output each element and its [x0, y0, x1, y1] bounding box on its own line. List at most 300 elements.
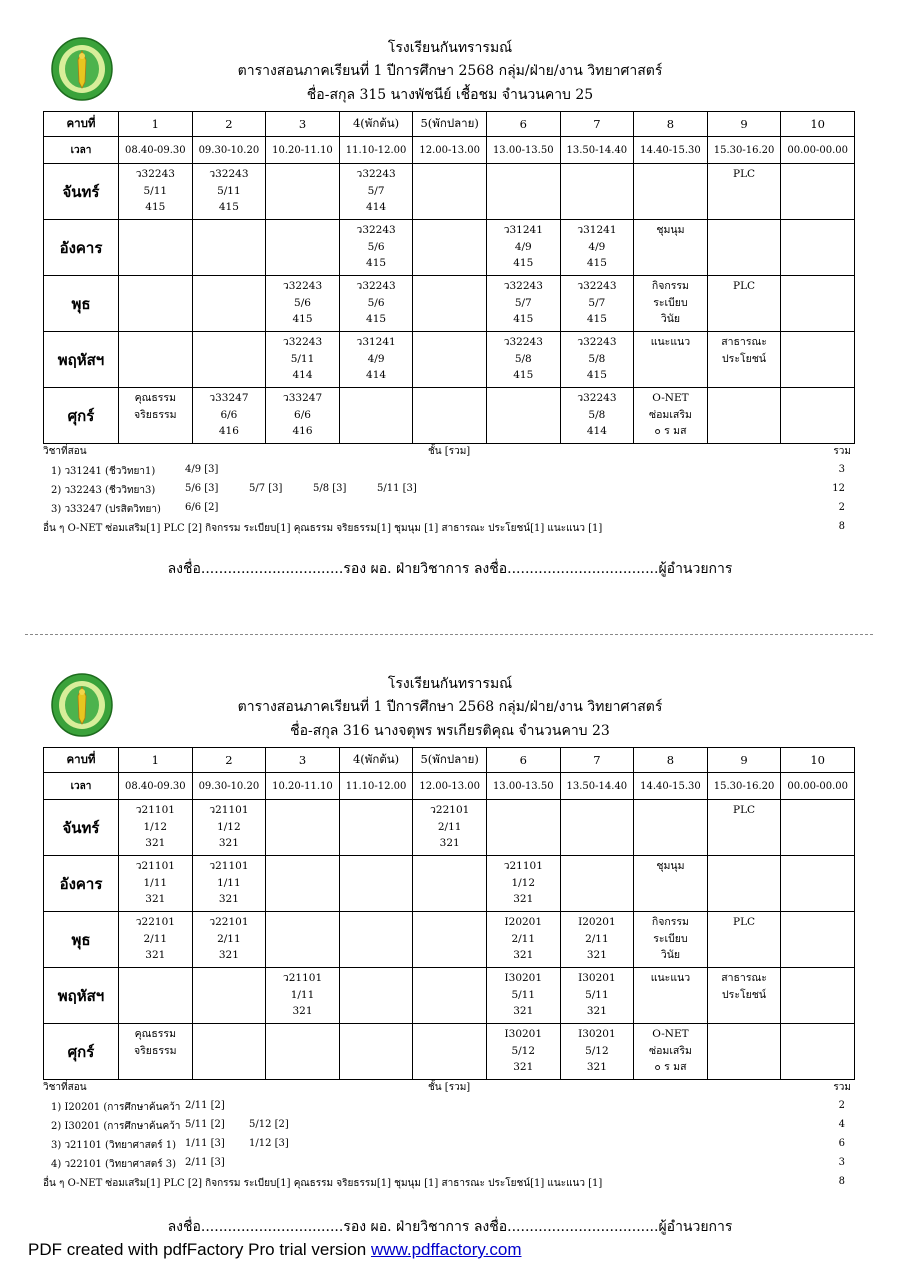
period-cell	[781, 968, 855, 1024]
footer-text: PDF created with pdfFactory Pro trial version	[28, 1240, 371, 1259]
subject-class: 5/11 [3]	[377, 483, 417, 494]
cell-line: 321	[586, 949, 607, 961]
cell-line: 415	[586, 369, 607, 381]
period-cell	[339, 856, 413, 912]
time-cell: 15.30-16.20	[707, 137, 781, 164]
time-cell: 10.20-11.10	[266, 773, 340, 800]
cell-line: 414	[292, 369, 313, 381]
period-cell	[781, 332, 855, 388]
period-header-cell: 1	[119, 748, 193, 773]
cell-line: 5/6	[367, 240, 385, 253]
time-cell: 00.00-00.00	[781, 773, 855, 800]
period-cell	[119, 164, 193, 220]
cell-line: ว31241	[356, 336, 396, 348]
subject-class: 5/6 [3]	[185, 483, 219, 494]
day-row	[44, 332, 855, 388]
cell-line: 415	[513, 369, 534, 381]
cell-line: ระเบียบ	[653, 296, 688, 309]
period-cell	[339, 276, 413, 332]
others-row	[43, 1176, 855, 1192]
period-header-cell: 3	[266, 748, 340, 773]
period-cell	[560, 220, 634, 276]
cell-line: 5/11	[143, 184, 168, 197]
cell-line: 321	[586, 1061, 607, 1073]
period-cell	[707, 164, 781, 220]
period-cell	[192, 332, 266, 388]
cell-line: ว21101	[135, 804, 175, 816]
cell-line: กิจกรรม	[651, 916, 689, 928]
period-cell	[560, 276, 634, 332]
cell-line: แนะแนว	[650, 336, 691, 348]
day-row	[44, 1024, 855, 1080]
period-cell	[266, 856, 340, 912]
cell-line: 321	[513, 1005, 534, 1017]
period-cell	[486, 1024, 560, 1080]
day-name: พุธ	[44, 276, 119, 332]
time-cell: 00.00-00.00	[781, 137, 855, 164]
subject-name: 1) I20201 (การศึกษาค้นคว้า	[51, 1102, 181, 1113]
cell-line: 2/11	[585, 932, 609, 945]
period-cell	[707, 800, 781, 856]
subject-total: 12	[832, 483, 845, 494]
period-cell	[781, 912, 855, 968]
subject-row	[43, 483, 855, 499]
cell-line: สาธารณะ	[721, 336, 767, 348]
period-cell	[413, 1024, 487, 1080]
subject-row	[43, 1138, 855, 1154]
period-cell	[339, 1024, 413, 1080]
cell-line: 415	[586, 313, 607, 325]
day-row	[44, 856, 855, 912]
day-name: อังคาร	[44, 856, 119, 912]
period-cell	[486, 856, 560, 912]
cell-line: 6/6	[220, 408, 238, 421]
period-cell	[781, 276, 855, 332]
subject-class: 1/11 [3]	[185, 1138, 225, 1149]
period-cell	[339, 912, 413, 968]
period-cell	[266, 388, 340, 444]
period-cell	[634, 968, 708, 1024]
period-cell	[707, 220, 781, 276]
period-cell	[192, 164, 266, 220]
others-text: อื่น ๆ O-NET ซ่อมเสริม[1] PLC [2] กิจกรรม ระเบียบ[1] คุณธรรม จริยธรรม[1] ชุมนุม [1] สาธารณะ ประโยชน์[1] แนะแนว [1]	[43, 523, 603, 534]
cell-line: I30201	[578, 972, 616, 984]
cell-line: 5/7	[588, 296, 606, 309]
day-name: จันทร์	[44, 800, 119, 856]
cell-line: ๐ ร มส	[654, 1061, 687, 1073]
day-row	[44, 276, 855, 332]
summary-total-label: รวม	[833, 446, 851, 457]
cell-line: 1/12	[217, 820, 241, 833]
period-cell	[781, 164, 855, 220]
period-header-cell: 7	[560, 112, 634, 137]
cell-line: ประโยชน์	[722, 352, 767, 365]
cell-line: ว32243	[503, 280, 543, 292]
footer-link[interactable]: www.pdffactory.com	[370, 1240, 522, 1259]
cell-line: 5/8	[588, 408, 606, 421]
cell-line: ซ่อมเสริม	[648, 408, 692, 421]
period-cell	[634, 388, 708, 444]
period-cell	[707, 912, 781, 968]
period-header-cell: 10	[781, 748, 855, 773]
period-header-cell: 7	[560, 748, 634, 773]
subject-class: 1/12 [3]	[249, 1138, 289, 1149]
period-cell	[560, 164, 634, 220]
subject-row	[43, 464, 855, 480]
time-cell: 13.00-13.50	[486, 773, 560, 800]
period-cell	[266, 332, 340, 388]
subject-name: 2) ว32243 (ชีววิทยา3)	[51, 485, 156, 496]
cell-line: 321	[586, 1005, 607, 1017]
cell-line: 1/11	[143, 876, 168, 889]
period-cell	[266, 220, 340, 276]
time-cell: 09.30-10.20	[192, 137, 266, 164]
cell-line: ว21101	[503, 860, 543, 872]
period-cell	[560, 388, 634, 444]
period-cell	[560, 800, 634, 856]
period-cell	[339, 388, 413, 444]
cell-line: สาธารณะ	[721, 972, 767, 984]
summary-classes-label: ชั้น [รวม]	[428, 446, 471, 457]
cell-line: PLC	[733, 916, 756, 928]
subject-class: 2/11 [3]	[185, 1157, 225, 1168]
day-row	[44, 968, 855, 1024]
period-cell	[413, 388, 487, 444]
cell-line: ว32243	[577, 280, 617, 292]
subject-row	[43, 1119, 855, 1135]
cell-line: จริยธรรม	[134, 408, 177, 421]
cell-line: 5/11	[585, 988, 609, 1001]
day-name: จันทร์	[44, 164, 119, 220]
subject-name: 3) ว33247 (ปรสิตวิทยา)	[51, 504, 161, 515]
period-header-cell: 2	[192, 112, 266, 137]
cell-line: 415	[145, 201, 166, 213]
cell-line: 5/6	[294, 296, 311, 309]
period-cell	[119, 800, 193, 856]
subject-row	[43, 1100, 855, 1116]
subject-name: 2) I30201 (การศึกษาค้นคว้า	[51, 1121, 181, 1132]
cell-line: ว22101	[430, 804, 470, 816]
cell-line: 416	[218, 425, 239, 437]
period-cell	[634, 856, 708, 912]
cell-line: ว32243	[356, 280, 396, 292]
day-name: ศุกร์	[44, 1024, 119, 1080]
period-cell	[192, 856, 266, 912]
time-row	[44, 773, 855, 800]
cell-line: 6/6	[294, 408, 311, 421]
cell-line: 321	[145, 949, 166, 961]
cell-line: ว32243	[503, 336, 543, 348]
period-cell	[339, 220, 413, 276]
period-cell	[119, 856, 193, 912]
cell-line: 415	[366, 257, 387, 269]
cell-line: 415	[513, 257, 534, 269]
period-cell	[192, 800, 266, 856]
period-cell	[339, 968, 413, 1024]
cell-line: 415	[586, 257, 607, 269]
cell-line: 415	[218, 201, 239, 213]
period-cell	[266, 800, 340, 856]
subject-total: 4	[838, 1119, 845, 1130]
cell-line: จริยธรรม	[134, 1044, 177, 1057]
period-cell	[634, 220, 708, 276]
period-cell	[634, 164, 708, 220]
period-cell	[486, 912, 560, 968]
period-cell	[192, 968, 266, 1024]
summary-classes-label: ชั้น [รวม]	[428, 1082, 471, 1093]
cell-line: 321	[218, 949, 239, 961]
others-total: 8	[838, 521, 845, 532]
cell-line: 416	[292, 425, 313, 437]
period-cell	[119, 968, 193, 1024]
period-cell	[781, 856, 855, 912]
cell-line: 321	[218, 893, 239, 905]
cell-line: 321	[145, 837, 166, 849]
cell-line: I20201	[578, 916, 616, 928]
timetable	[43, 747, 855, 1080]
teacher-line: ชื่อ-สกุล 316 นางจตุพร พรเกียรติคุณ จำนวนคาบ 23	[290, 723, 610, 739]
teacher-line: ชื่อ-สกุล 315 นางพัชนีย์ เชื้อชม จำนวนคาบ 25	[306, 87, 594, 103]
period-cell	[486, 220, 560, 276]
cell-line: PLC	[733, 804, 756, 816]
period-cell	[634, 800, 708, 856]
cell-line: O-NET	[652, 1028, 689, 1040]
period-header-cell: 6	[486, 748, 560, 773]
period-cell	[192, 1024, 266, 1080]
period-cell	[192, 220, 266, 276]
period-cell	[339, 164, 413, 220]
school-name: โรงเรียนกันทรารมณ์	[387, 676, 513, 692]
period-header-cell: 1	[119, 112, 193, 137]
cell-line: 5/12	[585, 1044, 609, 1057]
subject-class: 5/11 [2]	[185, 1119, 225, 1130]
subject-row	[43, 1157, 855, 1173]
period-cell	[560, 912, 634, 968]
cell-line: I30201	[578, 1028, 616, 1040]
time-cell: เวลา	[44, 137, 119, 164]
period-cell	[486, 388, 560, 444]
period-cell	[413, 856, 487, 912]
others-text: อื่น ๆ O-NET ซ่อมเสริม[1] PLC [2] กิจกรรม ระเบียบ[1] คุณธรรม จริยธรรม[1] ชุมนุม [1] สาธารณะ ประโยชน์[1] แนะแนว [1]	[43, 1178, 603, 1189]
cell-line: I30201	[504, 1028, 543, 1040]
time-cell: 15.30-16.20	[707, 773, 781, 800]
period-cell	[486, 800, 560, 856]
cell-line: ว32243	[209, 168, 249, 180]
cell-line: 5/8	[514, 352, 532, 365]
period-header-cell: 9	[707, 112, 781, 137]
pdf-footer	[28, 1240, 522, 1260]
cell-line: ว32243	[282, 280, 323, 292]
cell-line: 1/12	[143, 820, 168, 833]
cell-line: PLC	[733, 280, 756, 292]
period-cell	[634, 276, 708, 332]
cell-line: 321	[513, 1061, 534, 1073]
time-cell: 08.40-09.30	[119, 137, 193, 164]
period-header-row	[44, 748, 855, 773]
cell-line: กิจกรรม	[651, 280, 689, 292]
cell-line: O-NET	[652, 392, 689, 404]
time-cell: 12.00-13.00	[413, 137, 487, 164]
day-name: พฤหัสฯ	[44, 968, 119, 1024]
cell-line: 1/11	[217, 876, 241, 889]
cell-line: 415	[292, 313, 313, 325]
time-cell: 13.50-14.40	[560, 137, 634, 164]
cell-line: 1/11	[290, 988, 315, 1001]
period-cell	[119, 388, 193, 444]
term-line: ตารางสอนภาคเรียนที่ 1 ปีการศึกษา 2568 กลุ่ม/ฝ่าย/งาน วิทยาศาสตร์	[237, 63, 663, 79]
cell-line: 2/11	[217, 932, 241, 945]
cell-line: 415	[513, 313, 534, 325]
period-cell	[634, 912, 708, 968]
signature-line: ลงชื่อ................................รอง ผอ. ฝ่ายวิชาการ ลงชื่อ..................................ผู้อำนวยการ	[167, 1219, 733, 1235]
period-cell	[119, 220, 193, 276]
time-row	[44, 137, 855, 164]
period-cell	[266, 912, 340, 968]
time-cell: 08.40-09.30	[119, 773, 193, 800]
period-cell	[413, 912, 487, 968]
cell-line: ว21101	[209, 860, 249, 872]
cell-line: 321	[439, 837, 460, 849]
cell-line: ว32243	[356, 224, 396, 236]
cell-line: 321	[145, 893, 166, 905]
subject-class: 5/12 [2]	[249, 1119, 289, 1130]
cell-line: คุณธรรม	[134, 392, 176, 404]
cell-line: I30201	[504, 972, 543, 984]
period-cell	[560, 968, 634, 1024]
summary-subject-label: วิชาที่สอน	[43, 446, 87, 457]
period-cell	[266, 164, 340, 220]
time-cell: 14.40-15.30	[634, 773, 708, 800]
period-cell	[339, 332, 413, 388]
period-cell	[486, 164, 560, 220]
period-cell	[634, 332, 708, 388]
period-cell	[634, 1024, 708, 1080]
period-cell	[486, 332, 560, 388]
cell-line: 415	[366, 313, 387, 325]
period-cell	[119, 332, 193, 388]
cell-line: ชุมนุม	[656, 224, 685, 236]
period-cell	[781, 220, 855, 276]
cell-line: 1/12	[511, 876, 536, 889]
time-cell: 10.20-11.10	[266, 137, 340, 164]
period-cell	[781, 800, 855, 856]
period-cell	[413, 164, 487, 220]
cell-line: คุณธรรม	[134, 1028, 176, 1040]
period-header-cell: 9	[707, 748, 781, 773]
period-header-cell: คาบที่	[44, 112, 119, 137]
cell-line: วินัย	[660, 949, 681, 961]
cell-line: ว21101	[282, 972, 323, 984]
subject-class: 6/6 [2]	[185, 502, 219, 513]
period-cell	[266, 276, 340, 332]
subject-class: 2/11 [2]	[185, 1100, 225, 1111]
cell-line: 414	[586, 425, 607, 437]
time-cell: 12.00-13.00	[413, 773, 487, 800]
period-cell	[266, 1024, 340, 1080]
cell-line: 321	[513, 949, 534, 961]
period-cell	[339, 800, 413, 856]
period-cell	[707, 332, 781, 388]
cell-line: 4/9	[367, 352, 385, 365]
period-cell	[192, 388, 266, 444]
day-row	[44, 164, 855, 220]
period-header-cell: 8	[634, 112, 708, 137]
period-cell	[266, 968, 340, 1024]
period-header-cell: 5(พักปลาย)	[413, 748, 487, 773]
day-row	[44, 912, 855, 968]
cell-line: ระเบียบ	[653, 932, 688, 945]
others-total: 8	[838, 1176, 845, 1187]
period-cell	[119, 1024, 193, 1080]
cell-line: 4/9	[514, 240, 532, 253]
time-cell: 14.40-15.30	[634, 137, 708, 164]
cell-line: 5/7	[514, 296, 532, 309]
cell-line: 414	[366, 369, 387, 381]
cell-line: ๐ ร มส	[654, 425, 687, 437]
time-cell: 11.10-12.00	[339, 137, 413, 164]
subject-total: 2	[838, 1100, 845, 1111]
period-cell	[486, 968, 560, 1024]
period-header-cell: 3	[266, 112, 340, 137]
subject-row	[43, 502, 855, 518]
period-cell	[413, 800, 487, 856]
cell-line: 414	[366, 201, 387, 213]
cell-line: 5/11	[511, 988, 536, 1001]
period-header-cell: 4(พักต้น)	[339, 112, 413, 137]
day-row	[44, 220, 855, 276]
period-cell	[192, 912, 266, 968]
period-header-cell: 5(พักปลาย)	[413, 112, 487, 137]
period-cell	[192, 276, 266, 332]
summary-total-label: รวม	[833, 1082, 851, 1093]
cell-line: ว32243	[356, 168, 396, 180]
period-header-cell: 4(พักต้น)	[339, 748, 413, 773]
cell-line: แนะแนว	[650, 972, 691, 984]
period-cell	[707, 968, 781, 1024]
subject-class: 4/9 [3]	[185, 464, 219, 475]
period-cell	[707, 388, 781, 444]
school-name: โรงเรียนกันทรารมณ์	[387, 40, 513, 56]
cell-line: ว31241	[503, 224, 543, 236]
day-name: พฤหัสฯ	[44, 332, 119, 388]
cell-line: ว32243	[577, 336, 617, 348]
period-cell	[486, 276, 560, 332]
term-line: ตารางสอนภาคเรียนที่ 1 ปีการศึกษา 2568 กลุ่ม/ฝ่าย/งาน วิทยาศาสตร์	[237, 699, 663, 715]
cell-line: ว33247	[209, 392, 249, 404]
day-name: อังคาร	[44, 220, 119, 276]
period-header-cell: คาบที่	[44, 748, 119, 773]
timetable	[43, 111, 855, 444]
period-header-cell: 8	[634, 748, 708, 773]
subject-name: 3) ว21101 (วิทยาศาสตร์ 1)	[51, 1140, 177, 1151]
period-cell	[781, 388, 855, 444]
cell-line: 5/12	[511, 1044, 536, 1057]
subject-class: 5/7 [3]	[249, 483, 283, 494]
cell-line: 2/11	[437, 820, 462, 833]
subject-total: 3	[838, 464, 845, 475]
period-cell	[413, 968, 487, 1024]
period-cell	[707, 856, 781, 912]
cell-line: 2/11	[143, 932, 168, 945]
period-cell	[119, 912, 193, 968]
cell-line: ว22101	[135, 916, 175, 928]
period-cell	[560, 856, 634, 912]
cell-line: ว32243	[135, 168, 175, 180]
subject-class: 5/8 [3]	[313, 483, 347, 494]
cell-line: ว33247	[282, 392, 323, 404]
day-name: ศุกร์	[44, 388, 119, 444]
day-row	[44, 800, 855, 856]
